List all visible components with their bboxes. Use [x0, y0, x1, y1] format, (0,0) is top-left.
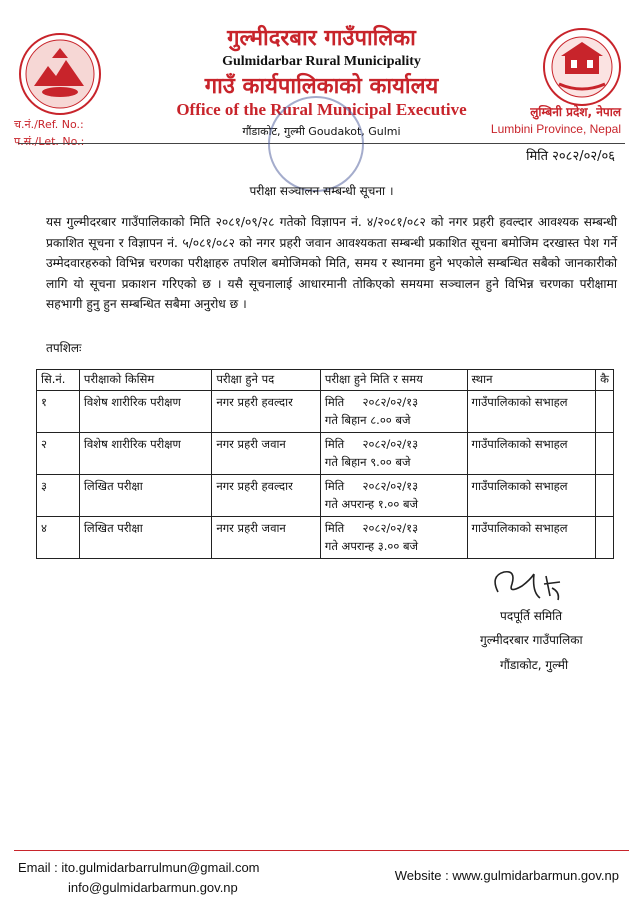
- table-row: [37, 517, 614, 559]
- footer-email-2: info@gulmidarbarmun.gov.np: [68, 880, 238, 895]
- col-header-type: परीक्षाको किसिम: [79, 370, 211, 391]
- province-english: Lumbini Province, Nepal: [490, 122, 621, 136]
- cell-remark: [596, 433, 614, 475]
- letter-no-label: प.सं./Let. No.:: [14, 135, 85, 148]
- footer-email-1: Email : ito.gulmidarbarrulmun@gmail.com: [18, 860, 260, 875]
- footer-website: Website : www.gulmidarbarmun.gov.np: [394, 868, 619, 883]
- cell-place: गाउँपालिकाको सभाहल: [467, 517, 596, 559]
- office-address: गौंडाकोट, गुल्मी Goudakot, Gulmi: [242, 125, 401, 138]
- ref-no-label: च.नं./Ref. No.:: [14, 118, 84, 131]
- cell-remark: [596, 517, 614, 559]
- col-header-sn: सि.नं.: [37, 370, 80, 391]
- table-row: [37, 391, 614, 433]
- cell-post: नगर प्रहरी जवान: [212, 433, 321, 475]
- municipality-title-nepali: गुल्मीदरबार गाउँपालिका: [227, 26, 416, 51]
- col-header-place: स्थान: [467, 370, 596, 391]
- cell-type: लिखित परीक्षा: [79, 475, 211, 517]
- cell-datetime: मिति २०८२/०२/१३ गते बिहान ८.०० बजे: [320, 391, 467, 433]
- cell-post: नगर प्रहरी जवान: [212, 517, 321, 559]
- cell-remark: [596, 475, 614, 517]
- notice-title: परीक्षा सञ्चालन सम्बन्धी सूचना ।: [249, 184, 394, 198]
- cell-type: लिखित परीक्षा: [79, 517, 211, 559]
- cell-post: नगर प्रहरी हवल्दार: [212, 391, 321, 433]
- cell-datetime: मिति २०८२/०२/१३ गते अपरान्ह ३.०० बजे: [320, 517, 467, 559]
- office-stamp: [268, 96, 364, 192]
- signatory-office: गुल्मीदरबार गाउँपालिका: [480, 633, 583, 647]
- cell-sn: २: [37, 433, 80, 475]
- cell-datetime: मिति २०८२/०२/१३ गते बिहान ९.०० बजे: [320, 433, 467, 475]
- cell-place: गाउँपालिकाको सभाहल: [467, 433, 596, 475]
- cell-type: विशेष शारीरिक परीक्षण: [79, 433, 211, 475]
- col-header-post: परीक्षा हुने पद: [212, 370, 321, 391]
- footer-divider: [14, 850, 629, 851]
- col-header-remark: कै: [596, 370, 614, 391]
- table-row: [37, 475, 614, 517]
- col-header-datetime: परीक्षा हुने मिति र समय: [320, 370, 467, 391]
- signatory-designation: पदपूर्ति समिति: [500, 609, 563, 623]
- cell-sn: ३: [37, 475, 80, 517]
- province-nepali: लुम्बिनी प्रदेश, नेपाल: [530, 105, 621, 119]
- cell-sn: ४: [37, 517, 80, 559]
- cell-sn: १: [37, 391, 80, 433]
- handwritten-signature: [488, 562, 568, 604]
- municipality-title-english: Gulmidarbar Rural Municipality: [222, 54, 421, 69]
- office-title-nepali: गाउँ कार्यपालिकाको कार्यालय: [204, 74, 439, 99]
- cell-datetime: मिति २०८२/०२/१३ गते अपरान्ह १.०० बजे: [320, 475, 467, 517]
- notice-date: मिति २०८२/०२/०६: [526, 149, 615, 164]
- cell-post: नगर प्रहरी हवल्दार: [212, 475, 321, 517]
- table-header-row: [37, 370, 614, 391]
- office-title-english: Office of the Rural Municipal Executive: [176, 100, 467, 119]
- cell-type: विशेष शारीरिक परीक्षण: [79, 391, 211, 433]
- cell-remark: [596, 391, 614, 433]
- table-row: [37, 433, 614, 475]
- exam-schedule-table: [36, 369, 614, 559]
- cell-place: गाउँपालिकाको सभाहल: [467, 391, 596, 433]
- tapashil-label: तपशिलः: [46, 341, 82, 355]
- notice-body: यस गुल्मीदरबार गाउँपालिकाको मिति २०८१/०९/२८ गतेको विज्ञापन नं. ४/२०८१/०८२ को नगर प्रहरी हवल्दार आवश्यक सम्बन्धी प्रकाशित सूचना र विज्ञापन नं. ५/०८१/०८२ को नगर प्रहरी जवान आवश्यकता सम्बन्धी प्रकाशित सूचना बमोजिम दरखास्त पेश गर्ने उम्मेदवारहरुको विभिन्न चरणका परीक्षाहरु तपशिल बमोजिमको मिति, समय र स्थानमा हुने भएकोले सम्बन्धित सबैको जानकारीको लागि यो सूचना प्रकाशन गरिएको छ । यसै सूचनालाई आधारमानी तोकिएको समयमा सञ्चालन हुने विभिन्न चरणका परीक्षामा सहभागी हुनु हुन सम्बन्धित सबैमा अनुरोध छ ।: [46, 215, 617, 311]
- signatory-address: गौंडाकोट, गुल्मी: [500, 658, 569, 672]
- cell-place: गाउँपालिकाको सभाहल: [467, 475, 596, 517]
